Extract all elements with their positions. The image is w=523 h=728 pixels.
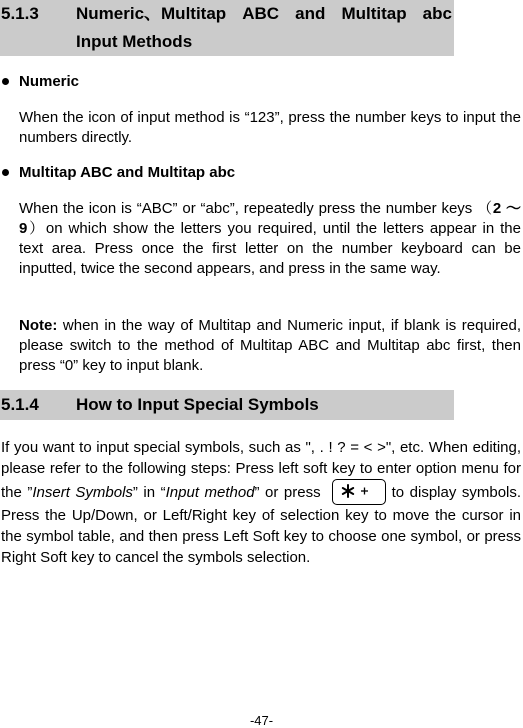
- title-word: Numeric、Multitap: [76, 4, 227, 23]
- section-heading-5-1-4: [0, 390, 454, 420]
- multitap-paragraph: [19, 199, 521, 279]
- bullet-label: Numeric: [19, 73, 80, 90]
- title-word: ABC: [242, 4, 280, 23]
- numeric-paragraph: When the icon of input method is “123”, press the number keys to input the numbers directly.: [19, 109, 521, 146]
- multitap-text-cont: on which show the letters you required, until the letters appear in the text area. Press once the first letter on the number keyboard can be inputted, twice the second appears, and press in the same way.: [19, 220, 521, 277]
- range-open: （: [477, 200, 493, 217]
- bullet-dot-icon: [2, 169, 9, 176]
- key-range: 2 ～ 9: [19, 200, 521, 237]
- section-title-line1: [76, 0, 452, 28]
- star-key-icon: [332, 479, 386, 505]
- special-text: ” or press: [254, 484, 327, 501]
- note-paragraph: [19, 316, 521, 376]
- title-word: Multitap: [341, 4, 407, 23]
- input-method-term: Input method: [165, 484, 255, 501]
- title-word: abc: [422, 4, 452, 23]
- section-title: How to Input Special Symbols: [76, 395, 319, 414]
- special-text: to display symbols. Press the Up/Down, or Left/Right key of selection key to move the cursor in the symbol table, and then press Left Soft key to choose one symbol, or press Right Soft key to cancel the symbols selection.: [1, 484, 522, 566]
- note-label: Note:: [19, 317, 58, 334]
- section-title-line2: Input Methods: [76, 32, 193, 51]
- special-text: ” in “: [132, 484, 166, 501]
- title-word: and: [295, 4, 326, 23]
- note-text: when in the way of Multitap and Numeric input, if blank is required, please switch to the method of Multitap ABC and Multitap abc first, then press “0” key to input blank.: [19, 317, 521, 374]
- page-number: -47-: [249, 713, 274, 728]
- range-close: ）: [27, 220, 46, 237]
- section-heading-5-1-3: [0, 0, 454, 56]
- section-number: 5.1.3: [1, 4, 39, 23]
- insert-symbols-term: Insert Symbols: [32, 484, 133, 501]
- special-text: If you want to input special symbols, such as ", . ! ? = < >", etc. When editing, please refer to the following steps: Press left soft key to enter option menu for the ”: [1, 439, 521, 501]
- section-number: 5.1.4: [1, 395, 39, 414]
- multitap-text: When the icon is “ABC” or “abc”, repeatedly press the number keys: [19, 200, 473, 217]
- bullet-label: Multitap ABC and Multitap abc: [19, 164, 236, 181]
- special-symbols-paragraph: [1, 437, 521, 568]
- bullet-dot-icon: [2, 78, 9, 85]
